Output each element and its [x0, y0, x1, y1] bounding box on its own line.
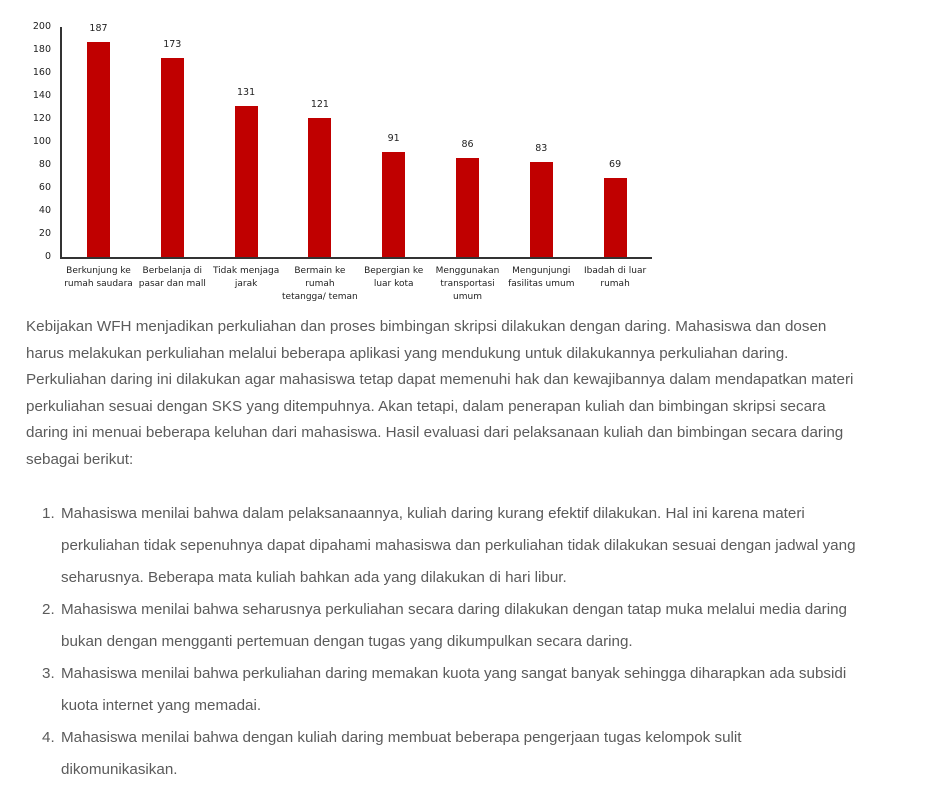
category-label-line: Berbelanja di [142, 266, 203, 276]
data-label: 83 [535, 142, 548, 154]
paragraph-line: daring ini menuai beberapa keluhan dari mahasiswa. Hasil evaluasi dari pelaksanaan kuliah dan bimbingan secara daring [26, 424, 844, 442]
bar [161, 58, 184, 257]
y-tick-label: 40 [38, 205, 51, 216]
y-tick-label: 20 [38, 228, 51, 239]
x-category-label [430, 265, 506, 304]
y-tick-label: 120 [32, 113, 51, 124]
category-label-line: Bermain ke [294, 266, 346, 276]
category-label-line: Menggunakan [435, 266, 500, 276]
category-label-line: jarak [234, 279, 258, 289]
y-tick-label: 200 [32, 21, 51, 32]
y-axis-line [60, 27, 62, 258]
category-label-line: transportasi [440, 279, 495, 289]
evaluation-list [42, 498, 922, 786]
data-label: 91 [387, 133, 400, 145]
category-label-line: rumah [305, 279, 335, 289]
x-axis-line [60, 257, 652, 259]
bar [308, 118, 331, 257]
list-item-line: dikomunikasikan. [61, 761, 178, 778]
list-number: 2. [42, 601, 55, 618]
data-label: 69 [609, 158, 622, 170]
list-item [42, 658, 922, 722]
y-tick-label: 180 [32, 44, 51, 55]
category-label-line: Tidak menjaga [212, 266, 280, 276]
category-label-line: Bepergian ke [364, 266, 424, 276]
list-item-line: perkuliahan tidak sepenuhnya dapat dipahami mahasiswa dan perkuliahan tidak dilakukan sesuai dengan jadwal yang [61, 537, 856, 554]
y-tick-label: 140 [32, 90, 51, 101]
bar [87, 42, 110, 257]
y-tick-label: 60 [38, 182, 51, 193]
x-category-label [208, 265, 284, 291]
bar [530, 162, 553, 257]
list-item [42, 498, 922, 594]
category-label-line: rumah [600, 279, 630, 289]
list-item-line: kuota internet yang memadai. [61, 697, 262, 714]
bar [604, 178, 627, 257]
article-body [26, 314, 916, 778]
paragraph-line: perkuliahan sesuai dengan SKS yang ditempuhnya. Akan tetapi, dalam penerapan kuliah dan bimbingan skripsi secara [26, 397, 826, 415]
list-item-line: bukan dengan mengganti pertemuan dengan tugas yang dikumpulkan secara daring. [61, 633, 633, 650]
list-number: 4. [42, 729, 55, 746]
paragraph-line: Kebijakan WFH menjadikan perkuliahan dan proses bimbingan skripsi dilakukan dengan daring. Mahasiswa dan dosen [26, 318, 827, 335]
bar [382, 152, 405, 257]
category-label-line: umum [453, 292, 482, 302]
category-label-line: luar kota [373, 279, 414, 289]
y-tick-label: 0 [44, 251, 51, 262]
x-category-label [356, 265, 432, 291]
x-category-label [134, 265, 210, 291]
category-label-line: Berkunjung ke [66, 266, 131, 276]
list-item-line: seharusnya. Beberapa mata kuliah bahkan ada yang dilakukan di hari libur. [61, 569, 567, 586]
category-label-line: pasar dan mall [138, 279, 206, 289]
list-number: 3. [42, 665, 55, 682]
bar [235, 106, 258, 257]
data-label: 131 [237, 87, 256, 99]
y-tick-label: 100 [32, 136, 51, 147]
data-label: 86 [461, 139, 474, 151]
list-item [42, 722, 922, 786]
y-tick-label: 80 [38, 159, 51, 170]
data-label: 187 [89, 22, 108, 34]
data-label: 121 [310, 98, 329, 110]
x-category-label [577, 265, 653, 291]
bar [456, 158, 479, 257]
x-category-label [61, 265, 137, 291]
list-item-line: Mahasiswa menilai bahwa dalam pelaksanaannya, kuliah daring kurang efektif dilakukan. Hal ini karena materi [61, 505, 805, 522]
x-category-label [282, 265, 358, 304]
list-item-line: Mahasiswa menilai bahwa perkuliahan daring memakan kuota yang sangat banyak sehingga diharapkan ada subsidi [61, 665, 847, 682]
paragraph-line: Perkuliahan daring ini dilakukan agar mahasiswa tetap dapat memenuhi hak dan kewajibannya dalam mendapatkan materi [26, 371, 854, 389]
list-item-line: Mahasiswa menilai bahwa seharusnya perkuliahan secara daring dilakukan dengan tatap muka melalui media daring [61, 601, 847, 618]
y-tick-label: 160 [32, 67, 51, 78]
bar-chart [0, 0, 943, 310]
list-number: 1. [42, 505, 55, 522]
category-label-line: rumah saudara [64, 279, 133, 289]
category-label-line: fasilitas umum [508, 279, 575, 289]
list-item [42, 594, 922, 658]
category-label-line: tetangga/ teman [282, 292, 358, 302]
category-label-line: Ibadah di luar [584, 266, 647, 276]
list-item-line: Mahasiswa menilai bahwa dengan kuliah daring membuat beberapa pengerjaan tugas kelompok sulit [61, 729, 742, 746]
paragraph-line: harus melakukan perkuliahan melalui beberapa aplikasi yang mendukung untuk dilakukannya perkuliahan daring. [26, 344, 789, 362]
paragraph-line: sebagai berikut: [26, 450, 134, 468]
category-label-line: Mengunjungi [512, 266, 571, 276]
data-label: 173 [163, 39, 182, 51]
x-category-label [503, 265, 579, 291]
intro-paragraph [26, 314, 916, 474]
